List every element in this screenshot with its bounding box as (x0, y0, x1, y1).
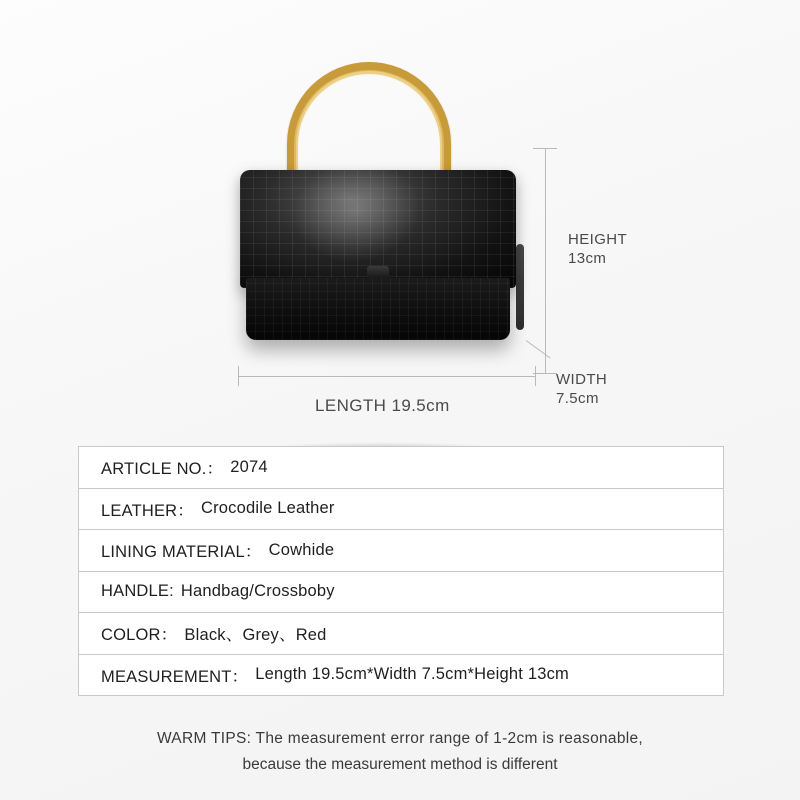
width-value-text: 7.5cm (556, 389, 599, 407)
bag-body (232, 170, 524, 350)
spec-label: COLOR： (101, 626, 178, 645)
spec-label: ARTICLE NO.： (101, 460, 224, 479)
table-row (79, 489, 723, 531)
warm-tips-line-1: WARM TIPS: The measurement error range of 1-2cm is reasonable, (156, 730, 644, 747)
table-row (79, 655, 723, 697)
spec-label: LINING MATERIAL： (101, 543, 262, 562)
width-label (556, 371, 607, 409)
spec-value: Black、Grey、Red (184, 626, 327, 645)
handbag-illustration (232, 62, 532, 352)
height-value-text: 13cm (568, 249, 607, 267)
length-label (315, 395, 450, 416)
spec-label: LEATHER： (101, 501, 194, 520)
spec-value: Crocodile Leather (200, 499, 335, 518)
length-label-text: LENGTH 19.5cm (315, 396, 450, 415)
crocodile-texture-lower (246, 278, 510, 340)
spec-label: HANDLE: (101, 582, 174, 601)
spec-value: Cowhide (268, 540, 335, 559)
table-row (79, 613, 723, 655)
spec-table (78, 446, 724, 696)
bag-lower-panel (246, 278, 510, 340)
length-dim-tick-left (238, 366, 239, 386)
warm-tips-line-2: because the measurement method is different (242, 755, 558, 773)
spec-label: MEASUREMENT： (101, 667, 249, 686)
table-row (79, 572, 723, 614)
spec-value: 2074 (230, 457, 268, 476)
length-dim-line (238, 376, 536, 377)
length-dim-tick-right (535, 366, 536, 386)
spec-value: Length 19.5cm*Width 7.5cm*Height 13cm (255, 665, 569, 684)
height-label (568, 231, 627, 269)
height-dim-line (545, 148, 546, 373)
width-label-text: WIDTH (556, 371, 608, 388)
height-label-text: HEIGHT (568, 231, 628, 248)
table-row (79, 530, 723, 572)
height-dim-tick-top (533, 148, 557, 149)
height-dim-tick-bottom (533, 373, 557, 374)
table-row (79, 447, 723, 489)
warm-tips (0, 726, 800, 777)
bag-side-strap (516, 244, 524, 330)
spec-value: Handbag/Crossboby (180, 582, 335, 601)
